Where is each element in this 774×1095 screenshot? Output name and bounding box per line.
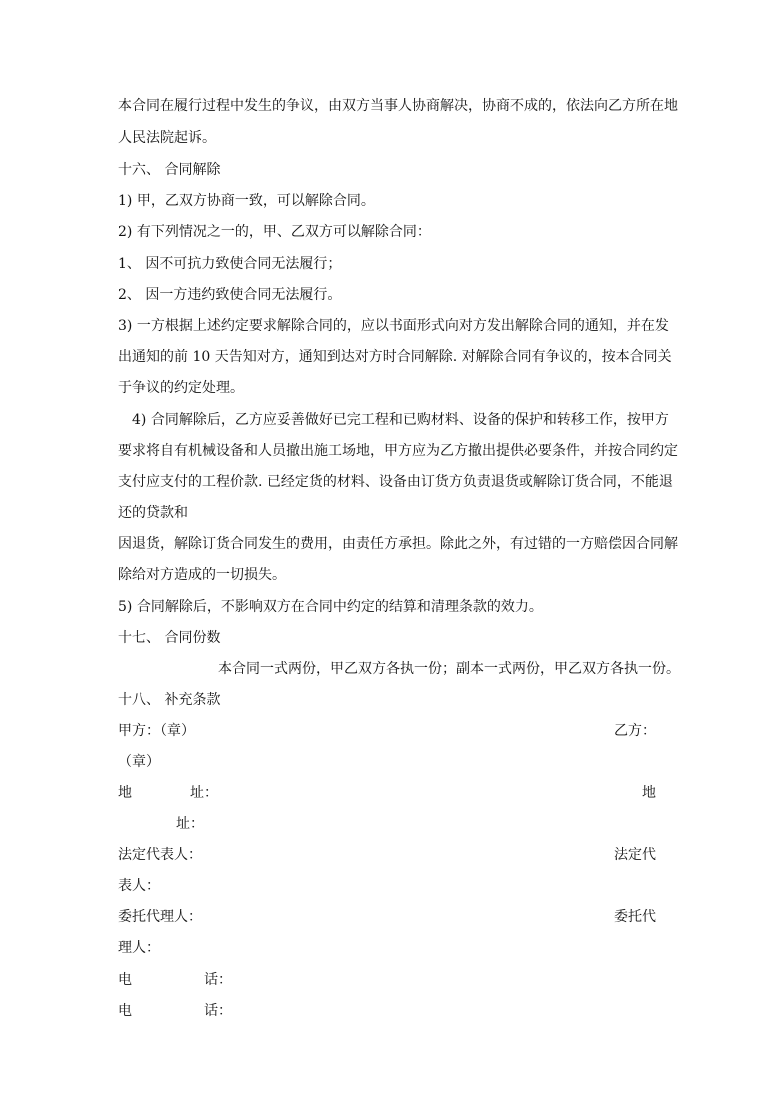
party-b-label: 乙方： bbox=[614, 723, 656, 739]
phone-1-char-2: 话： bbox=[204, 972, 232, 988]
section-16-item-3-line-3: 于争议的约定处理。 bbox=[118, 380, 244, 396]
section-16-item-4-line-1: 4) 合同解除后，乙方应妥善做好已完工程和已购材料、设备的保护和转移工作，按甲方 bbox=[132, 412, 669, 428]
address-a-char-1: 地 bbox=[118, 785, 132, 801]
address-b-char-1: 地 bbox=[642, 785, 656, 801]
party-a-label: 甲方：（章） bbox=[118, 723, 195, 739]
legal-rep-a: 法定代表人： bbox=[118, 847, 202, 863]
section-16-item-4-line-5: 因退货，解除订货合同发生的费用，由责任方承担。除此之外，有过错的一方赔偿因合同解 bbox=[118, 536, 678, 552]
section-16-item-1: 1) 甲，乙双方协商一致，可以解除合同。 bbox=[118, 193, 375, 209]
legal-rep-b-part-1: 法定代 bbox=[614, 847, 656, 863]
phone-2-char-1: 电 bbox=[118, 1003, 132, 1019]
section-16-item-2: 2) 有下列情况之一的，甲、乙双方可以解除合同： bbox=[118, 224, 431, 240]
section-16-item-4-line-4: 还的贷款和 bbox=[118, 505, 188, 521]
phone-2-char-2: 话： bbox=[204, 1003, 232, 1019]
agent-a: 委托代理人： bbox=[118, 909, 202, 925]
section-18-title: 十八、 补充条款 bbox=[118, 692, 221, 708]
section-16-sub-2: 2、 因一方违约致使合同无法履行。 bbox=[118, 287, 342, 303]
agent-b-part-2: 理人： bbox=[118, 940, 160, 956]
section-16-item-4-line-2: 要求将自有机械设备和人员撤出施工场地，甲方应为乙方撤出提供必要条件，并按合同约定 bbox=[118, 443, 678, 459]
section-16-item-5: 5) 合同解除后，不影响双方在合同中约定的结算和清理条款的效力。 bbox=[118, 599, 543, 615]
section-16-title: 十六、 合同解除 bbox=[118, 162, 221, 178]
phone-1-char-1: 电 bbox=[118, 972, 132, 988]
legal-rep-b-part-2: 表人： bbox=[118, 878, 160, 894]
dispute-line-2: 人民法院起诉。 bbox=[118, 130, 216, 146]
section-16-item-3-line-2: 出通知的前 10 天告知对方，通知到达对方时合同解除. 对解除合同有争议的，按本合同关 bbox=[118, 349, 672, 365]
dispute-line-1: 本合同在履行过程中发生的争议，由双方当事人协商解决，协商不成的，依法向乙方所在地 bbox=[118, 98, 678, 114]
section-16-sub-1: 1、 因不可抗力致使合同无法履行； bbox=[118, 256, 342, 272]
section-16-item-3-line-1: 3) 一方根据上述约定要求解除合同的，应以书面形式向对方发出解除合同的通知，并在发 bbox=[118, 318, 669, 334]
section-16-item-4-line-6: 除给对方造成的一切损失。 bbox=[118, 567, 286, 583]
address-b-char-2: 址： bbox=[176, 816, 204, 832]
section-17-title: 十七、 合同份数 bbox=[118, 630, 221, 646]
section-17-text: 本合同一式两份，甲乙双方各执一份；副本一式两份，甲乙双方各执一份。 bbox=[218, 661, 680, 677]
address-a-char-2: 址： bbox=[190, 785, 218, 801]
party-b-seal: （章） bbox=[118, 754, 160, 770]
section-16-item-4-line-3: 支付应支付的工程价款. 已经定货的材料、设备由订货方负责退货或解除订货合同，不能退 bbox=[118, 474, 673, 490]
agent-b-part-1: 委托代 bbox=[614, 909, 656, 925]
